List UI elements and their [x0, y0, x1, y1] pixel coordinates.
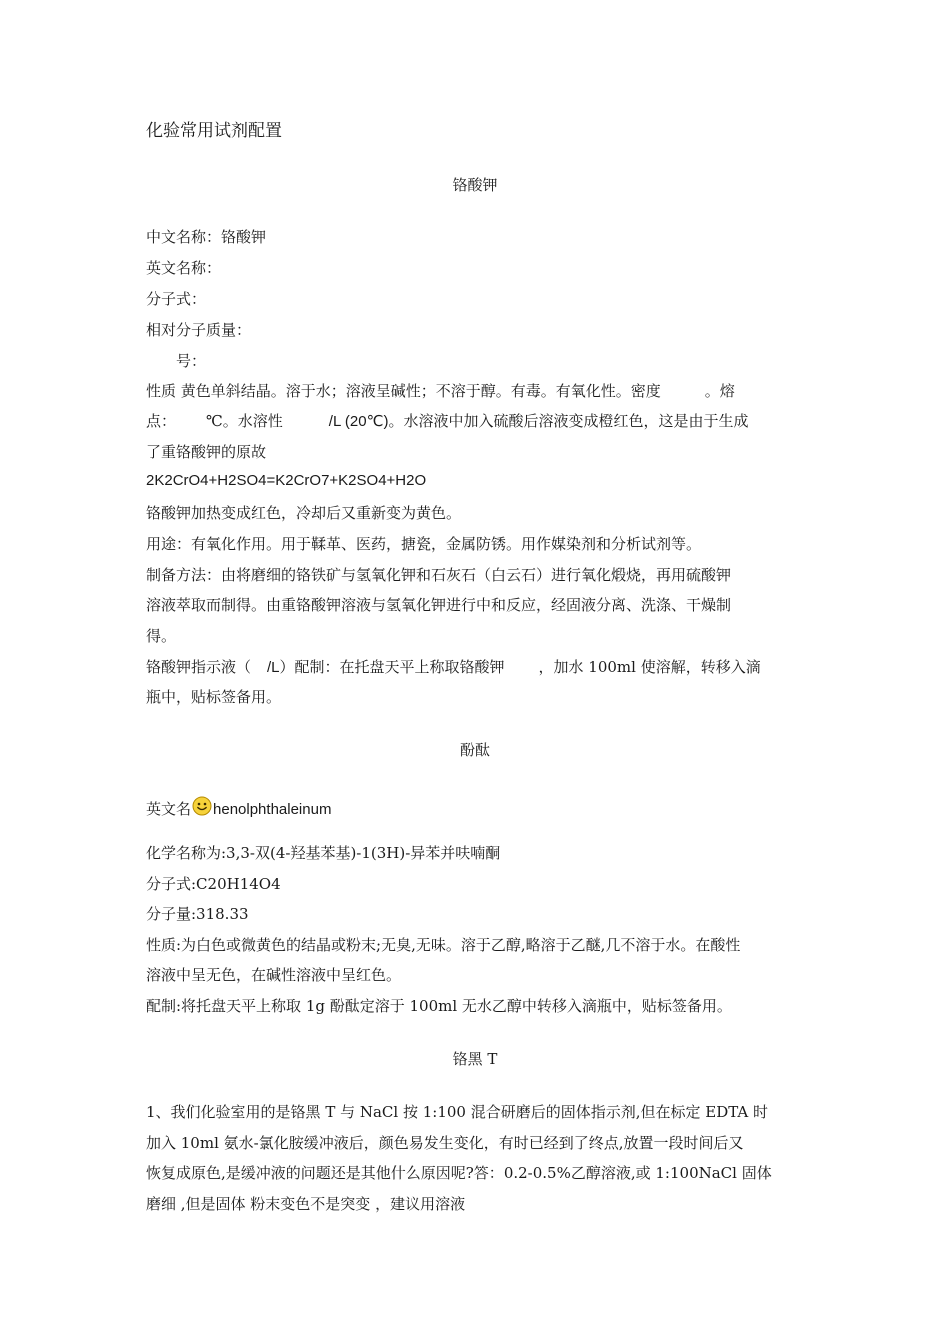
text-line: 相对分子质量： [146, 321, 252, 339]
smiley-face-icon [192, 796, 212, 816]
text-line: 磨细 ,但是固体 粉末变色不是突变 ，建议用溶液 [146, 1195, 466, 1213]
chemical-equation: 2K2CrO4+H2SO4=K2CrO7+K2SO4+H2O [146, 472, 427, 489]
text-line: 1、我们化验室用的是铬黑 T 与 NaCl 按 1:100 混合研磨后的固体指示剂,但在标定 EDTA 时 [146, 1103, 769, 1121]
text-line: 分子式:C20H14O4 [146, 875, 281, 893]
text-segment: henolphthaleinum [213, 801, 332, 818]
text-line: 了重铬酸钾的原故 [146, 443, 267, 461]
text-line [146, 656, 761, 677]
text-line: 中文名称：铬酸钾 [146, 228, 267, 246]
text-line: 得。 [146, 627, 177, 645]
section-heading-eriochrome-black-t: 铬黑 T [452, 1050, 498, 1068]
text-segment: /L）配制：在托盘天平上称取铬酸钾 [267, 659, 505, 676]
text-line: 分子式： [146, 290, 207, 308]
section-heading-phenolphthalein: 酚酞 [459, 741, 490, 759]
document-title: 化验常用试剂配置 [146, 121, 282, 141]
text-line: 配制:将托盘天平上称取 1g 酚酞定溶于 100ml 无水乙醇中转移入滴瓶中，贴标签备用。 [146, 997, 732, 1015]
text-line: 加入 10ml 氨水-氯化胺缓冲液后，颜色易发生变化，有时已经到了终点,放置一段时间后又 [146, 1134, 744, 1152]
text-segment: ，加水 100ml 使溶解，转移入滴 [538, 658, 761, 676]
text-segment: 性质 黄色单斜结晶。溶于水；溶液呈碱性；不溶于醇。有毒。有氧化性。密度 [146, 382, 661, 400]
text-line [146, 410, 748, 431]
text-segment: 英文名 [146, 800, 192, 818]
text-segment: 铬酸钾指示液（ [146, 658, 252, 676]
text-segment: /L (20℃)。水溶液中加入硫酸后溶液变成橙红色，这是由于生成 [328, 413, 749, 430]
text-line: 英文名称： [146, 259, 222, 277]
text-line: 恢复成原色,是缓冲液的问题还是其他什么原因呢?答：0.2-0.5%乙醇溶液,或 1:100NaCl 固体 [146, 1164, 772, 1182]
text-line: 溶液萃取而制得。由重铬酸钾溶液与氢氧化钾进行中和反应，经固液分离、洗涤、干燥制 [146, 596, 732, 614]
text-line [146, 380, 735, 401]
text-line: 溶液中呈无色，在碱性溶液中呈红色。 [146, 966, 402, 984]
section-heading-potassium-chromate: 铬酸钾 [452, 176, 498, 194]
text-segment: ℃。水溶性 [206, 412, 283, 430]
text-segment: 。熔 [704, 382, 735, 400]
text-line: 瓶中，贴标签备用。 [146, 688, 282, 706]
text-line [146, 796, 331, 819]
text-line: 性质:为白色或微黄色的结晶或粉末;无臭,无味。溶于乙醇,略溶于乙醚,几不溶于水。在酸性 [146, 936, 741, 954]
text-line: 化学名称为:3,3-双(4-羟基苯基)-1(3H)-异苯并呋喃酮 [146, 844, 501, 862]
text-line: 制备方法：由将磨细的铬铁矿与氢氧化钾和石灰石（白云石）进行氧化煅烧，再用硫酸钾 [146, 566, 732, 584]
text-line: 用途：有氧化作用。用于鞣革、医药，搪瓷，金属防锈。用作媒染剂和分析试剂等。 [146, 535, 702, 553]
text-segment: 点： [146, 412, 177, 430]
text-line: 分子量:318.33 [146, 905, 249, 923]
text-line: 号： [176, 352, 207, 370]
text-line: 铬酸钾加热变成红色，冷却后又重新变为黄色。 [146, 504, 462, 522]
